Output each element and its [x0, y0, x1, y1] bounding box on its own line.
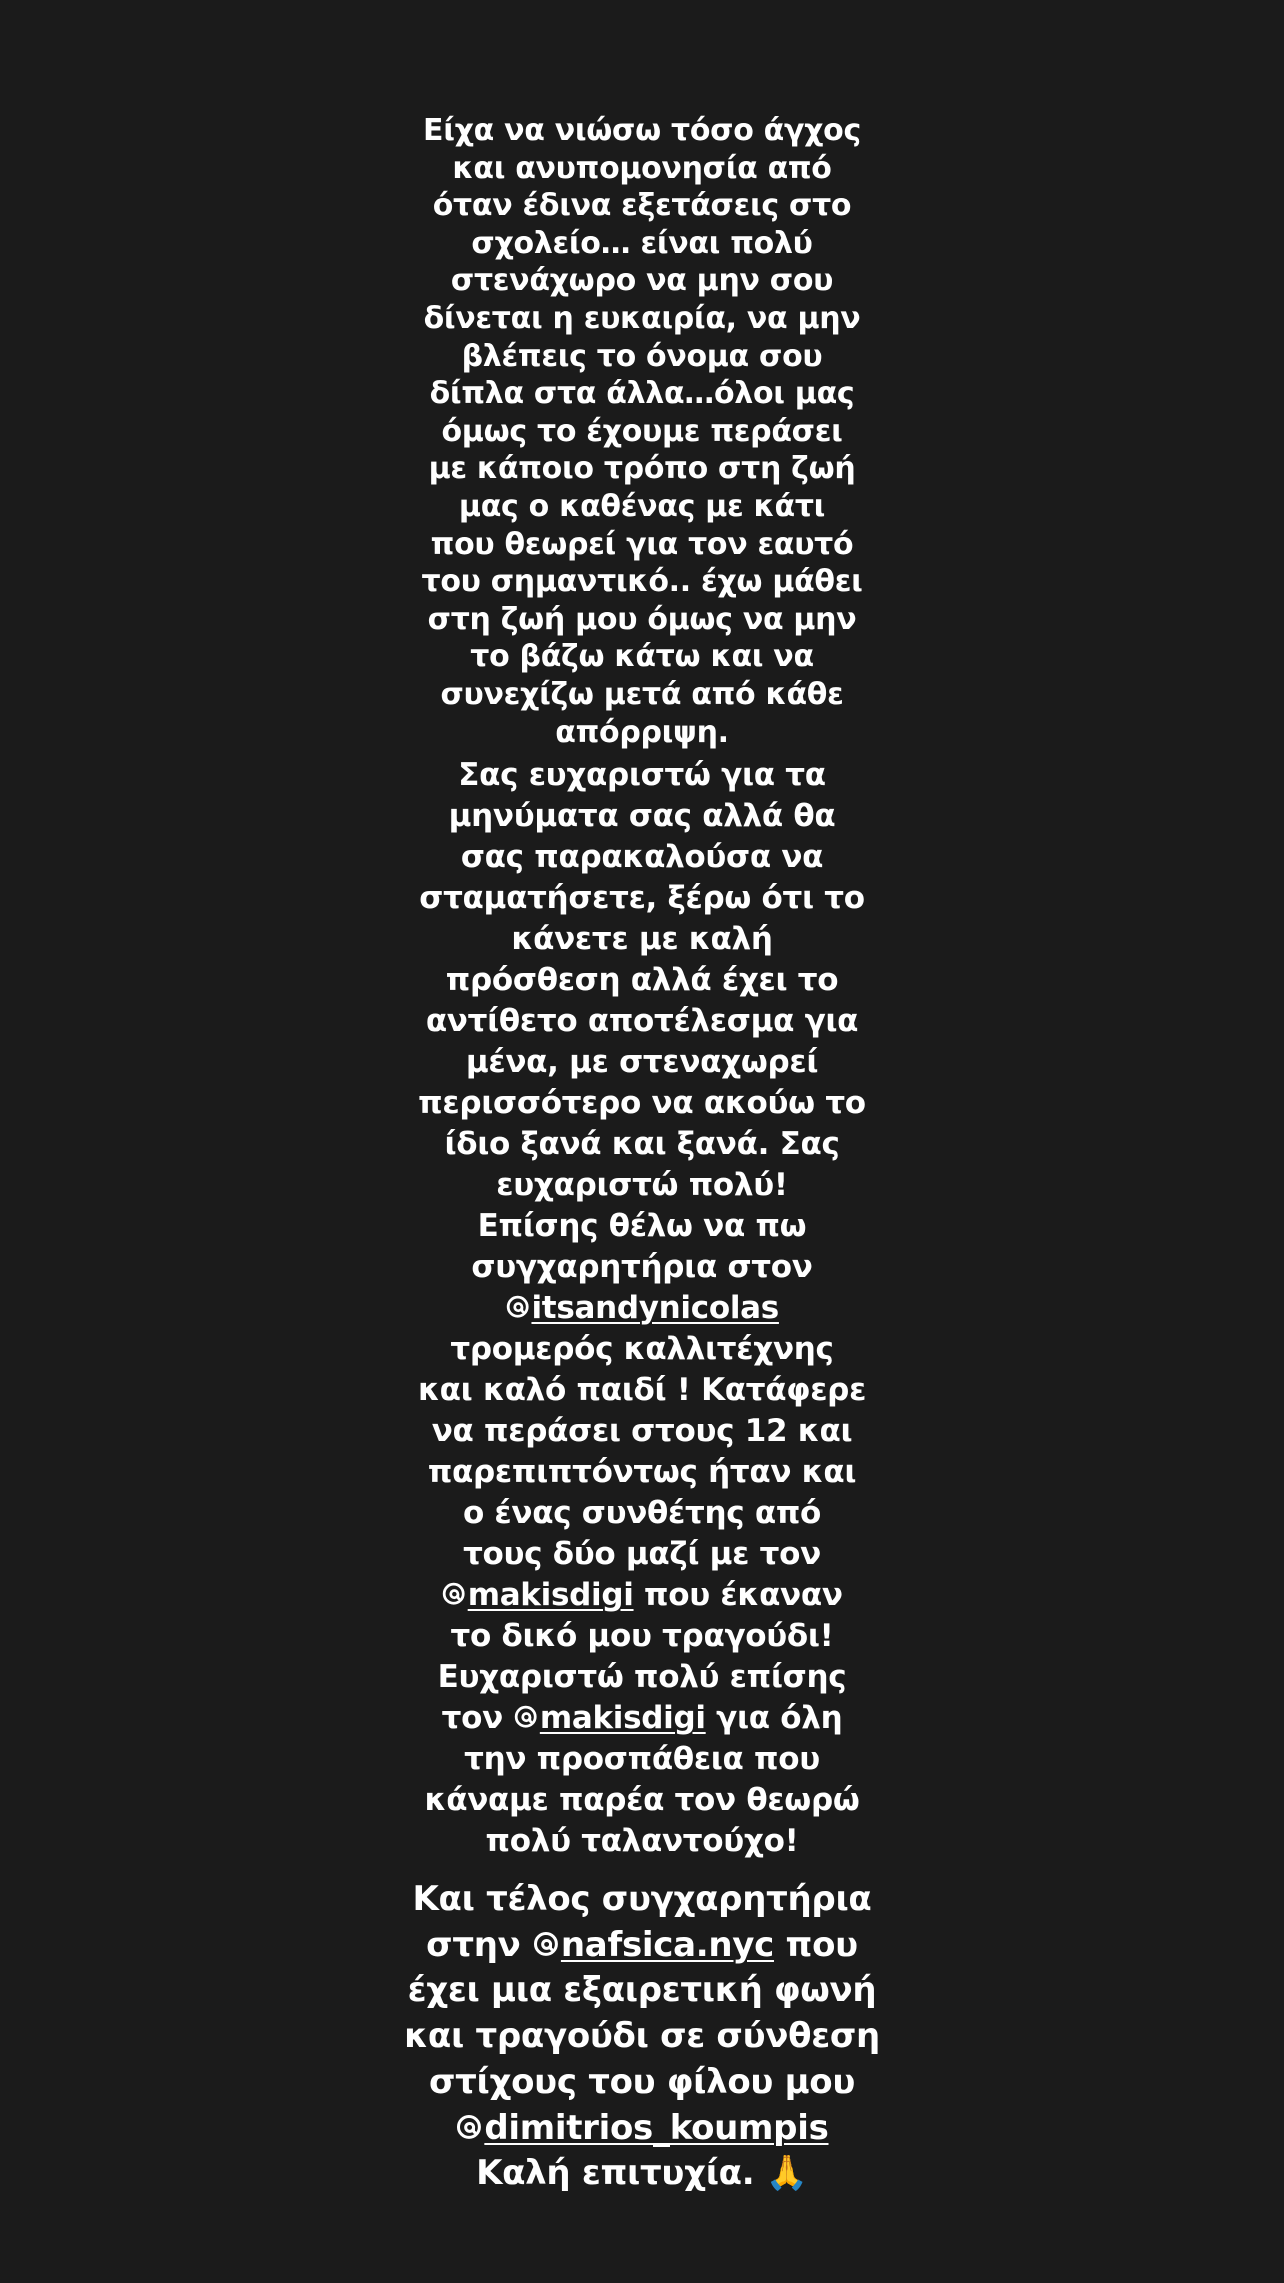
- text-line: στη ζωή μου όμως να μην: [427, 601, 857, 637]
- text-line: στενάχωρο να μην σου: [450, 263, 834, 299]
- mention-line: [0, 1288, 1284, 1329]
- text-line: συγχαρητήρια στον: [471, 1249, 813, 1285]
- text-line: Είχα να νιώσω τόσο άγχος: [423, 113, 861, 148]
- text-line: σας παρακαλούσα να: [460, 839, 824, 875]
- mention-link-makisdigi[interactable]: makisdigi: [467, 1577, 634, 1613]
- text-line: όμως το έχουμε περάσει: [441, 413, 843, 449]
- mention-link-itsandynicolas[interactable]: itsandynicolas: [531, 1290, 779, 1326]
- threads-icon: [455, 2113, 483, 2141]
- text-line: δίνεται η ευκαιρία, να μην: [423, 300, 861, 336]
- text-line: περισσότερο να ακούω το: [418, 1085, 866, 1121]
- story-text-block-3: [0, 1877, 1284, 2197]
- mention-link-dimitrios-koumpis[interactable]: dimitrios_koumpis: [484, 2107, 829, 2148]
- text-line: Σας ευχαριστώ για τα: [458, 757, 826, 793]
- mention-link-makisdigi[interactable]: makisdigi: [539, 1700, 706, 1736]
- text-line: ευχαριστώ πολύ!: [496, 1167, 788, 1203]
- text-line: να περάσει στους 12 και: [431, 1413, 853, 1449]
- mention-line: [0, 1698, 1284, 1739]
- text-line: στίχους του φίλου μου: [428, 2061, 856, 2102]
- text-line: Και τέλος συγχαρητήρια: [412, 1879, 872, 1919]
- text-line: που θεωρεί για τον εαυτό: [430, 526, 854, 562]
- text-fragment: που: [773, 1924, 858, 1965]
- text-line: κάναμε παρέα τον θεωρώ: [424, 1782, 860, 1818]
- text-line: πρόσθεση αλλά έχει το: [445, 962, 839, 998]
- text-line: το δικό μου τραγούδι!: [450, 1618, 834, 1654]
- text-line: ο ένας συνθέτης από: [462, 1495, 822, 1531]
- text-line: Ευχαριστώ πολύ επίσης: [437, 1659, 847, 1695]
- mention-line: [0, 2106, 1284, 2152]
- text-line: κάνετε με καλή: [511, 921, 773, 957]
- text-fragment: στην: [426, 1924, 533, 1965]
- story-text-block-2: [0, 755, 1284, 1862]
- text-line: μηνύματα σας αλλά θα: [448, 798, 836, 834]
- text-line: τρομερός καλλιτέχνης: [450, 1331, 834, 1367]
- text-line: και ανυπομονησία από: [452, 150, 832, 186]
- story-text-block-1: [0, 112, 1284, 751]
- text-fragment: για όλη: [705, 1700, 843, 1736]
- text-line: του σημαντικό.. έχω μάθει: [421, 564, 863, 600]
- text-line: το βάζω κάτω και να: [470, 639, 814, 675]
- text-line: την προσπάθεια που: [464, 1741, 820, 1777]
- text-line: απόρριψη.: [555, 714, 729, 750]
- threads-icon: [441, 1581, 466, 1606]
- text-line: συνεχίζω μετά από κάθε: [440, 676, 844, 712]
- text-line: και καλό παιδί ! Κατάφερε: [417, 1372, 867, 1408]
- text-line: μας ο καθένας με κάτι: [458, 488, 826, 524]
- text-line: όταν έδινα εξετάσεις στο: [432, 188, 852, 224]
- praying-hands-icon: 🙏: [765, 2153, 808, 2194]
- text-line: [0, 2151, 1284, 2197]
- threads-icon: [532, 1930, 560, 1958]
- text-line: τους δύο μαζί με τον: [463, 1536, 821, 1572]
- text-fragment: που έκαναν: [633, 1577, 843, 1613]
- text-line: με κάποιο τρόπο στη ζωή: [428, 451, 856, 487]
- mention-line: [0, 1575, 1284, 1616]
- text-fragment: Καλή επιτυχία.: [476, 2153, 766, 2194]
- text-line: ίδιο ξανά και ξανά. Σας: [444, 1126, 840, 1162]
- text-line: βλέπεις το όνομα σου: [461, 338, 823, 374]
- text-line: έχει μια εξαιρετική φωνή: [407, 1970, 877, 2011]
- text-line: δίπλα στα άλλα…όλοι μας: [429, 376, 855, 412]
- text-line: πολύ ταλαντούχο!: [485, 1823, 799, 1859]
- mention-link-nafsica-nyc[interactable]: nafsica.nyc: [560, 1924, 774, 1965]
- text-line: σταματήσετε, ξέρω ότι το: [419, 880, 865, 916]
- mention-line: [0, 1923, 1284, 1969]
- text-line: αντίθετο αποτέλεσμα για: [425, 1003, 859, 1039]
- text-line: σχολείο… είναι πολύ: [471, 225, 813, 261]
- text-line: και τραγούδι σε σύνθεση: [404, 2016, 880, 2057]
- text-line: παρεπιπτόντως ήταν και: [427, 1454, 857, 1490]
- threads-icon: [505, 1294, 530, 1319]
- text-line: μένα, με στεναχωρεί: [465, 1044, 819, 1080]
- threads-icon: [513, 1704, 538, 1729]
- text-line: Επίσης θέλω να πω: [477, 1208, 807, 1244]
- text-fragment: τον: [441, 1700, 514, 1736]
